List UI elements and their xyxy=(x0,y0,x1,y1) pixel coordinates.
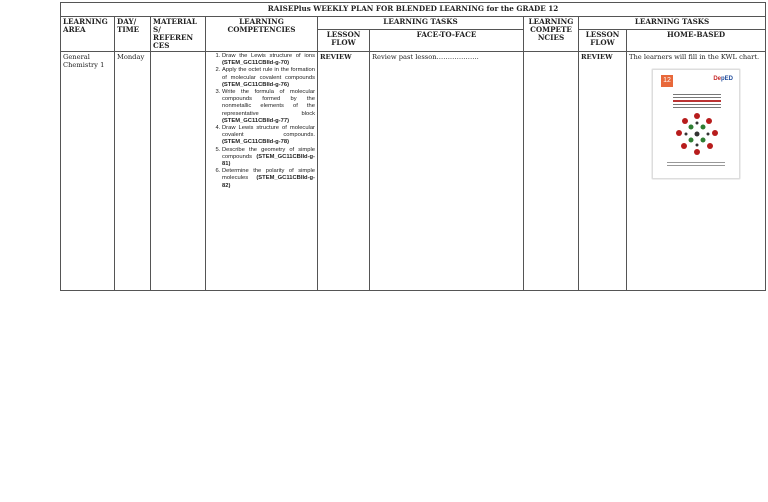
list-item: 3. Write the formula of molecular compounds formed by the nonmetallic elements of the representative block (STEM_GC11CBIId-g-77) xyxy=(222,89,315,125)
cell-materials xyxy=(151,52,206,291)
cell-lesson-flow-right: REVIEW xyxy=(579,52,627,291)
header-learning-area: LEARNING AREA xyxy=(61,17,115,52)
book-footer-lines xyxy=(667,160,725,168)
cell-home-based xyxy=(627,52,766,291)
header-home-based: HOME-BASED xyxy=(627,29,766,51)
table-row xyxy=(61,52,766,291)
header-learning-tasks-left: LEARNING TASKS xyxy=(318,17,524,30)
header-materials: MATERIAL S/ REFEREN CES xyxy=(151,17,206,52)
header-learning-tasks-right: LEARNING TASKS xyxy=(579,17,766,30)
home-based-text: The learners will fill in the KWL chart. xyxy=(629,53,760,61)
header-competencies: LEARNING COMPETENCIES xyxy=(206,17,318,52)
cell-competencies-short xyxy=(524,52,579,291)
cell-day: Monday xyxy=(115,52,151,291)
header-lesson-flow-right: LESSON FLOW xyxy=(579,29,627,51)
list-item: 1. Draw the Lewis structure of ions (STEM_GC11CBIId-g-70) xyxy=(222,53,315,67)
cell-face-to-face: Review past lesson………………. xyxy=(370,52,524,291)
header-competencies-short: LEARNING COMPETE NCIES xyxy=(524,17,579,52)
book-number: 12 xyxy=(661,75,673,87)
molecule-icon xyxy=(675,112,719,156)
list-item: 2. Apply the octet rule in the formation of molecular covalent compounds (STEM_GC11CBIId-g-76) xyxy=(222,67,315,89)
book-title-lines xyxy=(673,92,721,110)
list-item: 4. Draw Lewis structure of molecular covalent compounds. (STEM_GC11CBIId-g-78) xyxy=(222,125,315,147)
cell-lesson-flow-left: REVIEW xyxy=(318,52,370,291)
cell-learning-area: General Chemistry 1 xyxy=(61,52,115,291)
header-face-to-face: FACE-TO-FACE xyxy=(370,29,524,51)
page-title: RAISEPlus WEEKLY PLAN FOR BLENDED LEARNING for the GRADE 12 xyxy=(61,3,766,17)
competency-list xyxy=(208,53,315,190)
header-lesson-flow-left: LESSON FLOW xyxy=(318,29,370,51)
weekly-plan-table xyxy=(60,2,766,291)
deped-logo: DepED xyxy=(713,76,734,82)
list-item: 6. Determine the polarity of simple molecules (STEM_GC11CBIId-g-82) xyxy=(222,168,315,190)
header-day-time: DAY/ TIME xyxy=(115,17,151,52)
book-cover-image xyxy=(652,69,740,179)
list-item: 5. Describe the geometry of simple compounds (STEM_GC11CBIId-g-81) xyxy=(222,147,315,169)
cell-competencies xyxy=(206,52,318,291)
